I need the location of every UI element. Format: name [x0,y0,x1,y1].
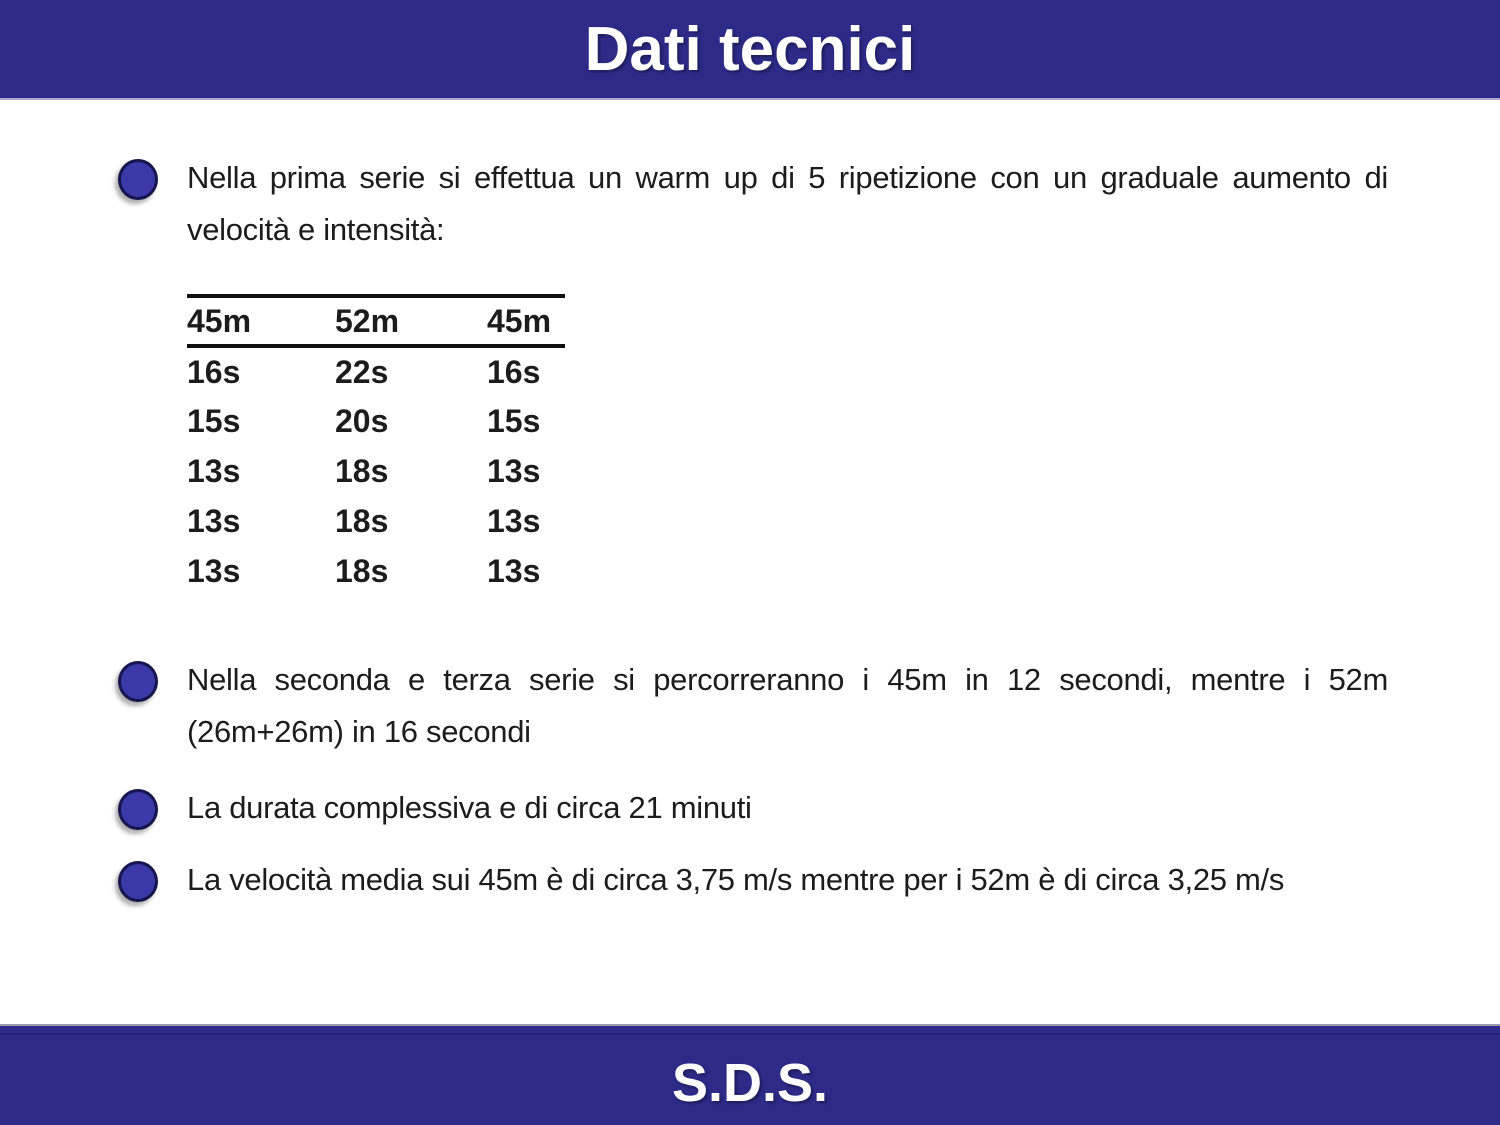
table-row [187,346,565,396]
bullet-icon [118,661,158,702]
bullet-item [118,152,1390,256]
bullet-item [118,854,1390,906]
table-cell: 18s [335,502,389,539]
table-header-cell: 52m [335,296,487,346]
bullet-item [118,654,1390,758]
table-header-cell: 45m [187,296,335,346]
table-cell: 13s [487,552,541,589]
table-cell: 13s [487,452,541,489]
bullet-icon [118,159,158,200]
bullet-text: Nella seconda e terza serie si percorreranno i 45m in 12 secondi, mentre i 52m (26m+26m) in 16 secondi [187,662,1388,749]
table-cell: 15s [187,402,241,439]
table-row [187,396,565,446]
footer-title: S.D.S. [671,1052,829,1113]
table-cell: 16s [187,353,241,390]
table-cell: 13s [187,452,241,489]
slide-body [0,100,1500,1024]
footer-banner [0,1024,1500,1125]
bullet-icon [118,789,158,830]
bullet-text: Nella prima serie si effettua un warm up di 5 ripetizione con un graduale aumento di velocità e intensità: [187,160,1388,247]
table-cell: 20s [335,402,389,439]
bullet-item [118,782,1390,834]
table-header-cell: 45m [487,296,565,346]
bullet-text: La velocità media sui 45m è di circa 3,75 m/s mentre per i 52m è di circa 3,25 m/s [187,862,1285,897]
table-cell: 22s [335,353,389,390]
table-cell: 16s [487,353,541,390]
table-cell: 18s [335,452,389,489]
table-cell: 13s [187,552,241,589]
table-cell: 15s [487,402,541,439]
title-banner [0,0,1500,100]
table-header-row [187,296,565,346]
table-row [187,446,565,496]
times-table [187,294,565,596]
table-row [187,546,565,596]
bullet-icon [118,861,158,902]
table-row [187,496,565,546]
bullet-text: La durata complessiva e di circa 21 minuti [187,790,752,825]
page-title: Dati tecnici [584,14,916,84]
table-cell: 13s [187,502,241,539]
table-cell: 13s [487,502,541,539]
table-cell: 18s [335,552,389,589]
